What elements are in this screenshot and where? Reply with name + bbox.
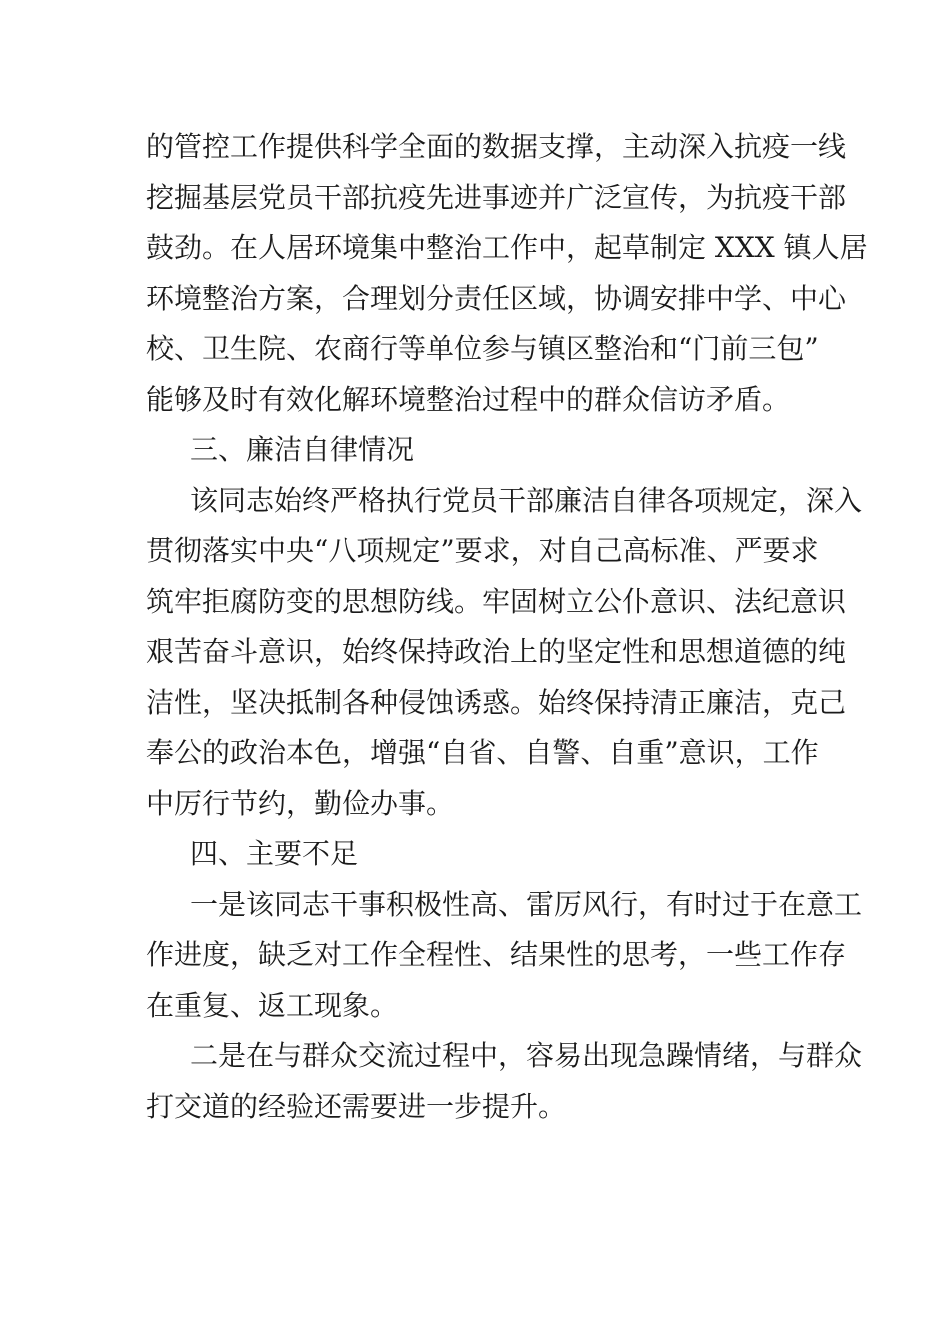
section-heading: 四、主要不足 (190, 837, 359, 870)
text-line: 校、卫生院、农商行等单位参与镇区整治和“门前三包” (146, 332, 819, 365)
text-line: 的管控工作提供科学全面的数据支撑，主动深入抗疫一线 (146, 130, 847, 163)
section-heading: 三、廉洁自律情况 (190, 433, 415, 466)
text-line: 艰苦奋斗意识，始终保持政治上的坚定性和思想道德的纯 (146, 635, 847, 668)
text-line: 在重复、返工现象。 (146, 989, 399, 1022)
text-line: 洁性，坚决抵制各种侵蚀诱惑。始终保持清正廉洁，克己 (146, 686, 847, 719)
text-line: 挖掘基层党员干部抗疫先进事迹并广泛宣传，为抗疫干部 (146, 181, 847, 214)
text-line: 二是在与群众交流过程中，容易出现急躁情绪，与群众 (190, 1039, 863, 1072)
text-line: 筑牢拒腐防变的思想防线。牢固树立公仆意识、法纪意识 (146, 585, 847, 618)
text-line: 鼓劲。在人居环境集中整治工作中，起草制定 XXX 镇人居 (146, 231, 868, 264)
text-line: 该同志始终严格执行党员干部廉洁自律各项规定，深入 (190, 484, 863, 517)
text-line: 环境整治方案，合理划分责任区域，协调安排中学、中心 (146, 282, 847, 315)
text-line: 能够及时有效化解环境整治过程中的群众信访矛盾。 (146, 383, 791, 416)
text-line: 打交道的经验还需要进一步提升。 (146, 1090, 567, 1123)
text-line: 贯彻落实中央“八项规定”要求，对自己高标准、严要求 (146, 534, 819, 567)
text-line: 奉公的政治本色，增强“自省、自警、自重”意识，工作 (146, 736, 819, 769)
text-line: 一是该同志干事积极性高、雷厉风行，有时过于在意工 (190, 888, 863, 921)
text-line: 中厉行节约，勤俭办事。 (146, 787, 455, 820)
text-line: 作进度，缺乏对工作全程性、结果性的思考，一些工作存 (146, 938, 847, 971)
